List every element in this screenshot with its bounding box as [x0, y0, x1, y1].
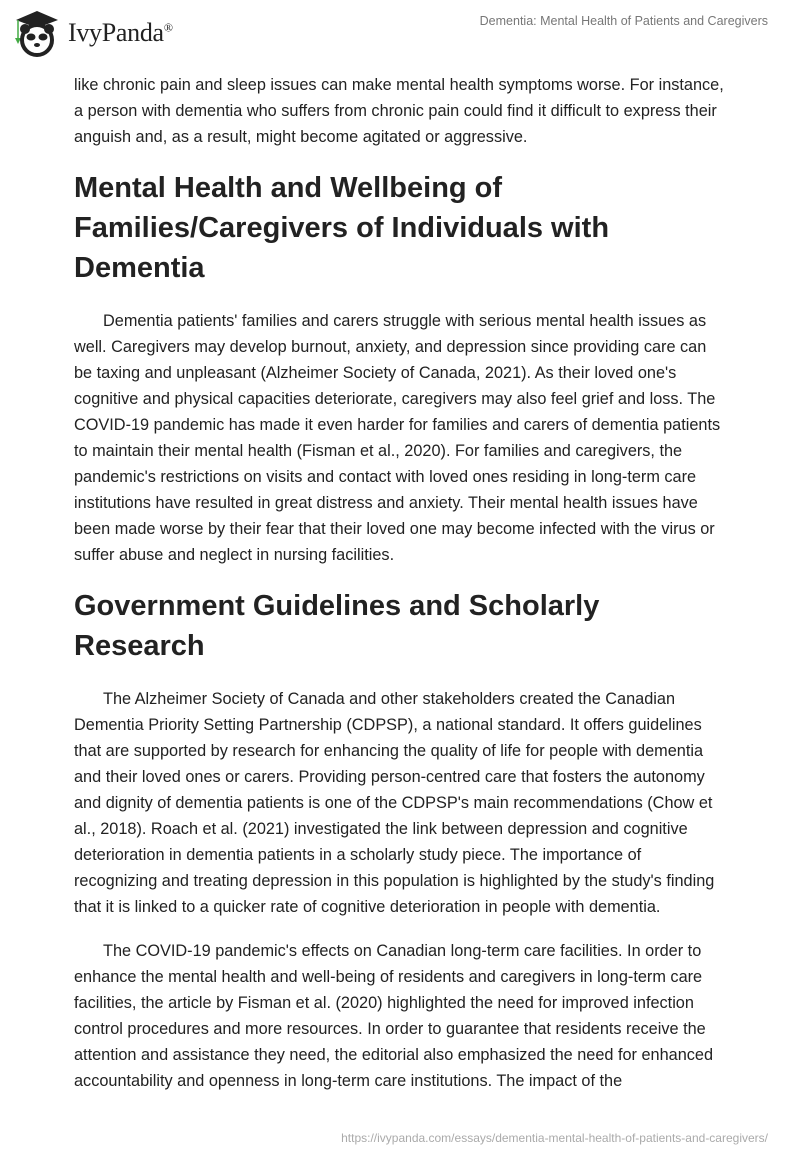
paragraph: The COVID-19 pandemic's effects on Canadian long-term care facilities. In order to enhance the mental health and well-being of residents and caregivers in long-term care facilities, the article by Fisman et al. (2020) highlighted the need for improved infection control procedures and more resources. In order to guarantee that residents receive the attention and assistance they need, the editorial also emphasized the need for enhanced accountability and openness in long-term care institutions. The impact of the — [74, 942, 714, 1090]
registered-mark: ® — [163, 20, 173, 35]
panda-graduate-icon — [12, 8, 62, 58]
essay-content — [74, 72, 728, 1112]
section-heading: Government Guidelines and Scholarly Research — [74, 590, 600, 662]
section-heading: Mental Health and Wellbeing of Families/Caregivers of Individuals with Dementia — [74, 172, 610, 284]
logo-text: IvyPanda — [68, 18, 164, 47]
paragraph: Dementia patients' families and carers struggle with serious mental health issues as well. Caregivers may develop burnout, anxiety, and depression since providing care can be taxing and unpleasant (Alzheimer Society of Canada, 2021). As their loved one's cognitive and physical capacities deteriorate, caregivers may also feel grief and loss. The COVID-19 pandemic has made it even harder for families and carers of dementia patients to maintain their mental health (Fisman et al., 2020). For families and caregivers, the pandemic's restrictions on visits and contact with loved ones residing in long-term care institutions have resulted in great distress and anxiety. Their mental health issues have been made worse by their fear that their loved one may become infected with the virus or suffer abuse and neglect in nursing facilities. — [74, 312, 721, 564]
page-header — [0, 0, 800, 60]
paragraph: The Alzheimer Society of Canada and other stakeholders created the Canadian Dementia Priority Setting Partnership (CDPSP), a national standard. It offers guidelines that are supported by research for enhancing the quality of life for people with dementia and their loved ones or carers. Providing person-centred care that fosters the autonomy and dignity of dementia patients is one of the CDPSP's main recommendations (Chow et al., 2018). Roach et al. (2021) investigated the link between depression and cognitive deterioration in dementia patients in a scholarly study piece. The importance of recognizing and treating depression in this population is highlighted by the study's finding that it is linked to a quicker rate of cognitive deterioration in people with dementia. — [74, 690, 715, 916]
paragraph: like chronic pain and sleep issues can make mental health symptoms worse. For instance, a person with dementia who suffers from chronic pain could find it difficult to express their anguish and, as a result, might become agitated or aggressive. — [74, 76, 724, 146]
source-url[interactable]: https://ivypanda.com/essays/dementia-mental-health-of-patients-and-caregivers/ — [341, 1131, 768, 1145]
document-title: Dementia: Mental Health of Patients and Caregivers — [479, 14, 768, 28]
ivypanda-logo[interactable] — [12, 8, 173, 58]
